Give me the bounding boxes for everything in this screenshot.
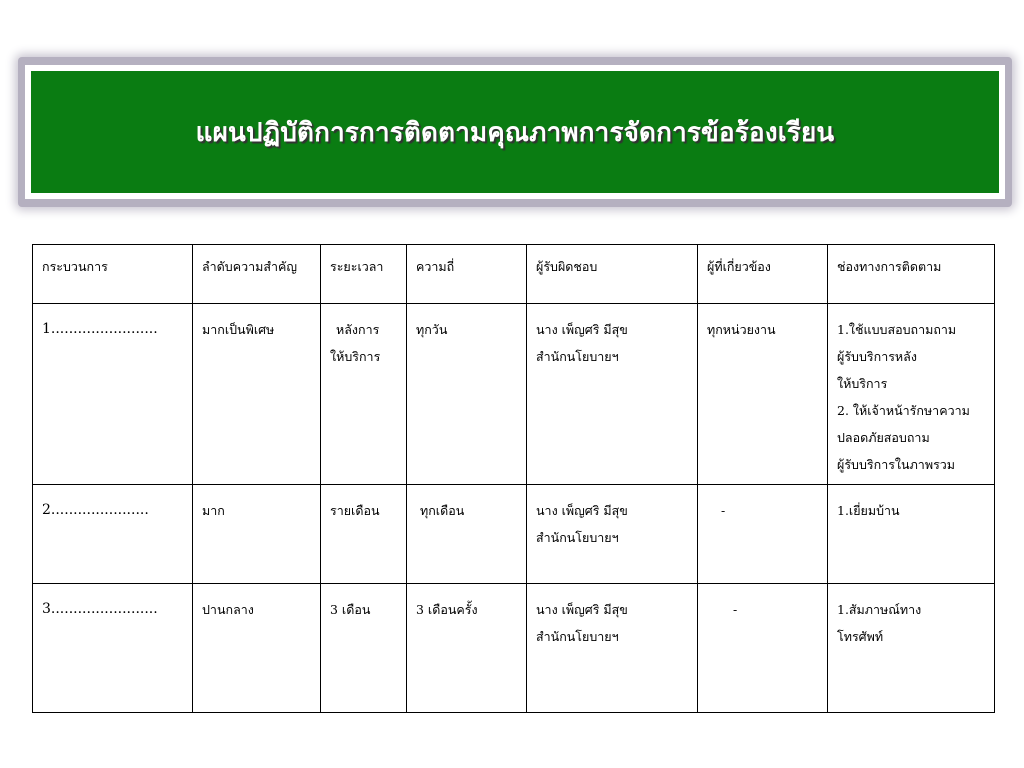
table-row — [33, 485, 995, 584]
duration-line: รายเดือน — [330, 503, 380, 518]
title-banner-frame — [25, 65, 1005, 199]
cell-process: 3........................ — [33, 584, 193, 713]
cell-related — [698, 584, 828, 713]
cell-responsible — [527, 485, 698, 584]
cell-channel — [828, 304, 995, 485]
cell-related — [698, 485, 828, 584]
column-header-related: ผู้ที่เกี่ยวข้อง — [698, 245, 828, 304]
responsible-unit: สำนักนโยบายฯ — [536, 349, 619, 364]
responsible-unit: สำนักนโยบายฯ — [536, 629, 619, 644]
responsible-name: นาง เพ็ญศริ มีสุข — [536, 602, 628, 617]
title-banner-fill — [31, 71, 999, 193]
channel-line: ผู้รับบริการหลัง — [837, 349, 917, 364]
cell-duration — [321, 485, 407, 584]
channel-line: 1.ใช้แบบสอบถามถาม — [837, 322, 957, 337]
cell-channel — [828, 485, 995, 584]
cell-priority: มาก — [193, 485, 321, 584]
duration-line: 3 เดือน — [330, 602, 371, 617]
cell-responsible — [527, 584, 698, 713]
cell-duration — [321, 584, 407, 713]
channel-line: ปลอดภัยสอบถาม — [837, 430, 930, 445]
title-banner — [18, 57, 1012, 207]
related-value: - — [733, 602, 738, 617]
cell-frequency: 3 เดือนครั้ง — [407, 584, 527, 713]
column-header-frequency: ความถี่ — [407, 245, 527, 304]
responsible-unit: สำนักนโยบายฯ — [536, 530, 619, 545]
duration-line: หลังการ — [336, 322, 380, 337]
cell-priority: ปานกลาง — [193, 584, 321, 713]
table-header-row — [33, 245, 995, 304]
channel-line: 1.สัมภาษณ์ทาง — [837, 602, 922, 617]
related-value: - — [721, 503, 726, 518]
cell-process: 2...................... — [33, 485, 193, 584]
cell-channel — [828, 584, 995, 713]
channel-line: 2. ให้เจ้าหน้ารักษาความ — [837, 403, 970, 418]
page-title: แผนปฏิบัติการการติดตามคุณภาพการจัดการข้อร้องเรียน — [195, 117, 835, 148]
cell-frequency — [407, 485, 527, 584]
column-header-channel: ช่องทางการติดตาม — [828, 245, 995, 304]
channel-line: ผู้รับบริการในภาพรวม — [837, 457, 956, 472]
cell-duration — [321, 304, 407, 485]
column-header-duration: ระยะเวลา — [321, 245, 407, 304]
duration-line: ให้บริการ — [330, 349, 381, 364]
responsible-name: นาง เพ็ญศริ มีสุข — [536, 322, 628, 337]
cell-related: ทุกหน่วยงาน — [698, 304, 828, 485]
column-header-priority: ลำดับความสำคัญ — [193, 245, 321, 304]
cell-frequency: ทุกวัน — [407, 304, 527, 485]
cell-priority: มากเป็นพิเศษ — [193, 304, 321, 485]
cell-responsible — [527, 304, 698, 485]
cell-process: 1........................ — [33, 304, 193, 485]
responsible-name: นาง เพ็ญศริ มีสุข — [536, 503, 628, 518]
channel-line: โทรศัพท์ — [837, 629, 884, 644]
table-row — [33, 304, 995, 485]
column-header-responsible: ผู้รับผิดชอบ — [527, 245, 698, 304]
frequency-value: ทุกเดือน — [420, 503, 465, 518]
table-row — [33, 584, 995, 713]
channel-line: ให้บริการ — [837, 376, 888, 391]
channel-line: 1.เยี่ยมบ้าน — [837, 503, 900, 518]
column-header-process: กระบวนการ — [33, 245, 193, 304]
action-plan-table — [32, 244, 995, 713]
